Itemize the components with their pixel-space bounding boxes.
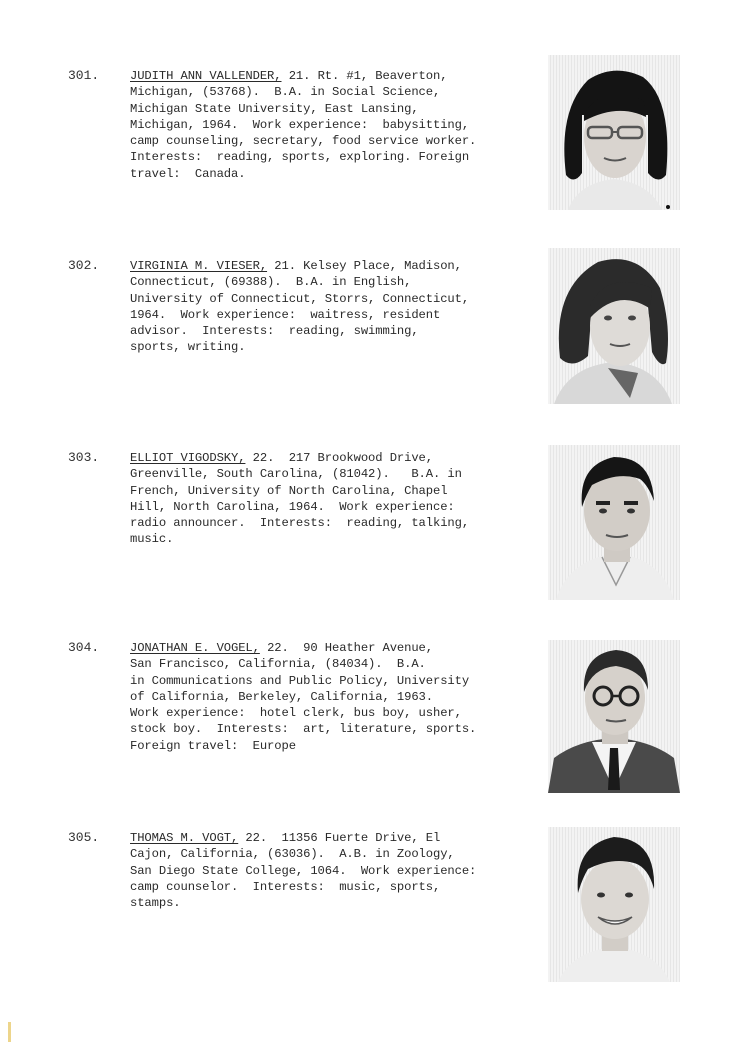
- entry-line: camp counselor. Interests: music, sports,: [130, 879, 441, 894]
- entry-name: THOMAS M. VOGT,: [130, 831, 239, 845]
- portrait-photo-301: [548, 55, 680, 210]
- man-glasses-suit-portrait-icon: [548, 640, 680, 793]
- entry-text: [130, 68, 520, 182]
- entry-text: [130, 450, 520, 548]
- entry-number: 302.: [68, 258, 100, 273]
- entry-line: San Francisco, California, (84034). B.A.: [130, 657, 426, 672]
- margin-mark: [8, 1022, 11, 1042]
- portrait-photo-304: [548, 640, 680, 793]
- entry-text: [130, 258, 520, 356]
- woman-glasses-portrait-icon: [548, 55, 680, 210]
- entry-line: Foreign travel: Europe: [130, 738, 296, 753]
- entry-line: radio announcer. Interests: reading, talking,: [130, 516, 470, 531]
- entry-line: sports, writing.: [130, 340, 246, 355]
- entry-line: 22. 11356 Fuerte Drive, El: [238, 831, 441, 845]
- portrait-photo-303: [548, 445, 680, 600]
- entry-line: 1964. Work experience: waitress, resident: [130, 307, 441, 322]
- entry-line: 22. 90 Heather Avenue,: [259, 641, 433, 655]
- entry-text: [130, 640, 520, 754]
- entry-name: VIRGINIA M. VIESER,: [130, 259, 268, 273]
- entry-name: JUDITH ANN VALLENDER,: [130, 69, 282, 83]
- man-smiling-portrait-icon: [548, 827, 680, 982]
- entry-text: [130, 830, 520, 911]
- entry-number: 303.: [68, 450, 100, 465]
- entry-name: JONATHAN E. VOGEL,: [130, 641, 260, 655]
- entry-line: Hill, North Carolina, 1964. Work experience:: [130, 499, 455, 514]
- entry-line: stamps.: [130, 896, 181, 911]
- entry-line: Michigan, (53768). B.A. in Social Science,: [130, 85, 441, 100]
- entry-line: Michigan, 1964. Work experience: babysitting,: [130, 117, 470, 132]
- entry-line: French, University of North Carolina, Chapel: [130, 483, 448, 498]
- entry-line: music.: [130, 532, 174, 547]
- portrait-photo-305: [548, 827, 680, 982]
- entry-number: 304.: [68, 640, 100, 655]
- entry-line: Interests: reading, sports, exploring. Foreign: [130, 150, 470, 165]
- entry-line: 21. Kelsey Place, Madison,: [267, 259, 462, 273]
- entry-line: Connecticut, (69388). B.A. in English,: [130, 275, 412, 290]
- entry-line: 22. 217 Brookwood Drive,: [245, 451, 433, 465]
- entry-line: Work experience: hotel clerk, bus boy, usher,: [130, 706, 462, 721]
- entry-name: ELLIOT VIGODSKY,: [130, 451, 246, 465]
- man-dark-hair-portrait-icon: [548, 445, 680, 600]
- entry-line: in Communications and Public Policy, University: [130, 673, 470, 688]
- entry-line: advisor. Interests: reading, swimming,: [130, 324, 419, 339]
- entry-line: camp counseling, secretary, food service worker.: [130, 134, 477, 149]
- entry-line: Greenville, South Carolina, (81042). B.A. in: [130, 467, 462, 482]
- entry-line: San Diego State College, 1064. Work experience:: [130, 863, 477, 878]
- entry-line: Cajon, California, (63036). A.B. in Zoology,: [130, 847, 455, 862]
- woman-long-hair-portrait-icon: [548, 248, 680, 404]
- entry-number: 305.: [68, 830, 100, 845]
- entry-number: 301.: [68, 68, 100, 83]
- entry-line: 21. Rt. #1, Beaverton,: [281, 69, 448, 83]
- entry-line: stock boy. Interests: art, literature, sports.: [130, 722, 477, 737]
- entry-line: travel: Canada.: [130, 166, 246, 181]
- entry-line: of California, Berkeley, California, 1963.: [130, 689, 433, 704]
- portrait-photo-302: [548, 248, 680, 404]
- entry-line: University of Connecticut, Storrs, Connecticut,: [130, 291, 470, 306]
- entry-line: Michigan State University, East Lansing,: [130, 101, 419, 116]
